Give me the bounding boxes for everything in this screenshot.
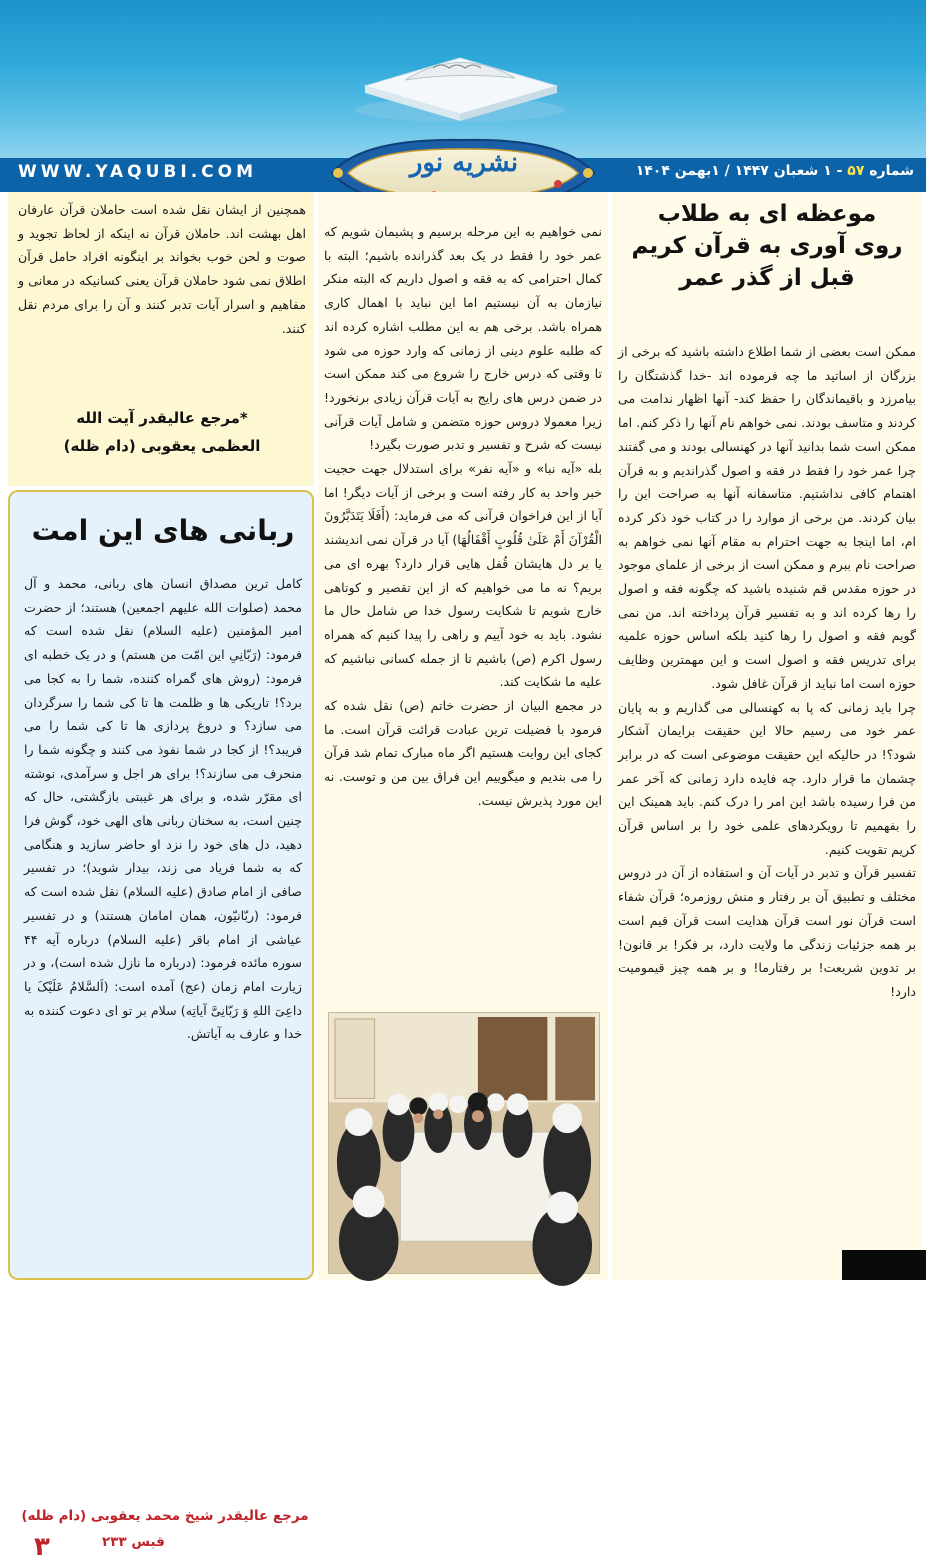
left-column	[8, 192, 314, 1562]
signature	[18, 404, 306, 460]
article-body-continued	[324, 220, 602, 813]
header-banner	[0, 0, 926, 158]
paragraph: تفسیر قرآن و تدبر در آیات آن و استفاده از آن در دروس مختلف و تطبیق آن بر رفتار و منش روزمره؛ قرآن شفاء است قرآن نور است قرآن هدایت است قرآن قیم است بر همه جزئیات زندگی ما ولایت دارد، بر فکر! بر قانون! بر تدوین شریعت! بر رفتارما! و بر همه چیز قیمومیت دارد!	[618, 865, 916, 999]
page-number: ۳	[34, 1532, 50, 1562]
issue-dates: - ۱ شعبان ۱۴۴۷ / ۱بهمن ۱۴۰۴	[635, 163, 848, 179]
issue-info	[636, 163, 914, 179]
quran-stand-illustration	[345, 28, 575, 123]
quran-bearers-section	[8, 192, 314, 486]
corner-mark	[842, 1250, 926, 1280]
paragraph: همچنین از ایشان نقل شده است حاملان قرآن عارفان اهل بهشت اند. حاملان قرآن نه اینکه از لحاظ تجوید و صوت و لحن خوب بخواند بر اینگونه افراد حامل قرآن اطلاق نمی شود حاملان قرآن یعنی کسانیکه در معانی و مفاهیم و اسرار آیات تدبر کنند و آن را برای مردم نقل کنند.	[18, 202, 306, 336]
rabbani-box	[8, 490, 314, 1562]
right-column-article	[612, 192, 922, 1280]
middle-column-article	[318, 192, 608, 1280]
paragraph: چرا باید زمانی که پا به کهنسالی می گذاریم و به پایان عمر خود می رسیم حالا این حقیقت برایمان آشکار شود؟! در حالیکه این حقیقت موضوعی است که در برابر چشمان ما قرار دارد. چه فایده دارد زمانی که آخر عمر من فرا رسیده باشد این امر را درک کنم. باید همینک این را بفهمیم تا رویکردهای علمی خود را بر اساس قرآن کریم تقویت کنیم.	[618, 699, 916, 857]
signature-line: *مرجع عالیقدر آیت الله	[76, 409, 248, 427]
box-body: کامل ترین مصداق انسان های ربانی، محمد و آل محمد (صلوات الله علیهم اجمعین) هستند؛ از حضرت امیر المؤمنین (علیه السلام) نقل شده است که فرمود: (رَبّانِیِ این امّت من هستم) و در یک خطبه ای فرمود: (روش های گمراه کننده، شما را به کجا می برد؟! تاریکی ها و ظلمت ها تا کی شما را سرگردان می سازد؟ و دروغ پردازی ها تا کی شما را می فریبد؟! از کجا در شما نفوذ می کنند و چگونه شما را منحرف می سازند؟! برای هر اجل و سرآمدی، نوشته ای مقرّر شده، و برای هر غیبتی بازگشتی، حال که چنین است، به سخنان ربانی های الهی خود، گوش فرا دهید، دل های خود را نزد او حاضر سازید و هنگامی که به شما فریاد می زند، بیدار شوید)؛ در تفسیر صافی از امام صادق (علیه السلام) نقل شده است که فرمود: (ربّانیّون، همان امامان هستند) و در تفسیر عیاشی از امام باقر (علیه السلام) درباره آیه ۴۴ سوره مائده فرمود: (درباره ما نازل شده است)، و در زیارت امام زمان (عج) آمده است: (اَلسَّلامُ عَلَیْکَ یا داعِیَ اللهِ وَ رَبّانِیَّ آیاتِه) سلام بر تو ای دعوت کننده به خدا و عارف به آیاتش.	[24, 576, 302, 1042]
paragraph: نمی خواهیم به این مرحله برسیم و پشیمان شویم که عمر خود را فقط در یک بعد گذرانده باشیم؛ البته با کمال احترامی که به فقه و اصول داریم که البته منکر نیازمان به آن نیستیم اما این نباید با اهمال کاری همراه باشد. برخی هم به این مطلب اشاره کرده اند که طلبه علوم دینی از زمانی که وارد حوزه می شود تا وقتی که درس خارج را شروع می کند ممکن است در ضمن درس های رایج به آیات قرآن زیادی برنخورد! زیرا معمولا دروس حوزه متضمن و شامل آیات قرآنی نیست که شرح و تفسیر و تدبر صورت بگیرد!	[324, 224, 602, 453]
paragraph: بله «آیه نبا» و «آیه نفر» برای استدلال جهت حجیت خبر واحد به کار رفته است و برخی از آیات دیگر! اما آیا از این فراخوان قرآنی که می فرماید: (أَفَلَا يَتَدَبَّرُونَ الْقُرْآنَ أَمْ عَلَىٰ قُلُوبٍ أَقْفَالُهَا) آیا در قرآن نمی اندیشند یا بر دل هایشان قُفل هایی قرار دارد؟ بهره ای می بریم؟ نه ما می خواهیم که از این تقصیر و کوتاهی خارج شویم تا شکایت رسول خدا ص شامل حال ما نشود. باید به خود آییم و راهی را پیدا کنیم که همراه رسول اکرم (ص) باشیم تا از جمله کسانی نباشیم که علیه ما شکایت کند.	[324, 461, 602, 690]
qabas-number: قبس ۲۳۳	[102, 1534, 165, 1550]
title-line: قبل از گذر عمر	[679, 265, 855, 291]
title-line: روی آوری به قرآن کریم	[631, 233, 903, 259]
article-body	[618, 340, 916, 1004]
author-credit: مرجع عالیقدر شیخ محمد یعقوبی (دام ظله)	[21, 1508, 309, 1524]
article-title	[620, 198, 914, 294]
signature-line: العظمی یعقوبی (دام ظله)	[63, 437, 261, 455]
issue-prefix: شماره	[864, 163, 914, 179]
paragraph: ممکن است بعضی از شما اطلاع داشته باشید که برخی از بزرگان از اساتید ما چه فرموده اند -خدا گذشتگان را بیامرزد و باقیماندگان را حفظ کند- آنها اظهار ندامت می کردند و متاسف بودند. نمی خواهم نام آنها را ذکر کنم. اما ممکن است شما بدانید آنها در کهنسالی بودند و می گفتند چرا عمر خود را فقط در فقه و اصول گذراندیم و به قرآن اهتمام کافی نداشتیم. متاسفانه آنها به صراحت این را بیان کردند. من برخی از موارد را در کتاب خود ذکر کرده ام، اما اینجا به جهت احترام به مقام آنها نمی خواهم به صراحت نام ببرم و ممکن است از برخی از علمای موجود در حوزه مقدس قم شنیده باشید که چگونه فقه و اصول را رها کرده اند و به تفسیر قرآن پرداخته اند. من نمی گویم فقه و اصول را رها کنید بلکه اساس حوزه علمیه برای تدریس فقه و اصول است و این مهمترین وظایف حوزه است اما نباید از قرآن غافل شود.	[618, 344, 916, 691]
paragraph: در مجمع البیان از حضرت خاتم (ص) نقل شده که فرمود با فضیلت ترین عبادت قرائت قرآن است. ما کجای این روایت هستیم اگر ماه مبارک تمام شد قرآن را می بندیم و میگوییم این فراق بین من و توست. نه این مورد پذیرش نیست.	[324, 698, 602, 808]
website-url[interactable]: WWW.YAQUBI.COM	[18, 162, 258, 182]
title-line: موعظه ای به طلاب	[657, 201, 877, 227]
seminary-gathering-photo	[328, 1012, 600, 1274]
issue-number: ۵۷	[847, 163, 865, 179]
box-title: ربانی های این امت	[31, 514, 295, 547]
newsletter-logo: نشریه نور	[409, 148, 519, 178]
